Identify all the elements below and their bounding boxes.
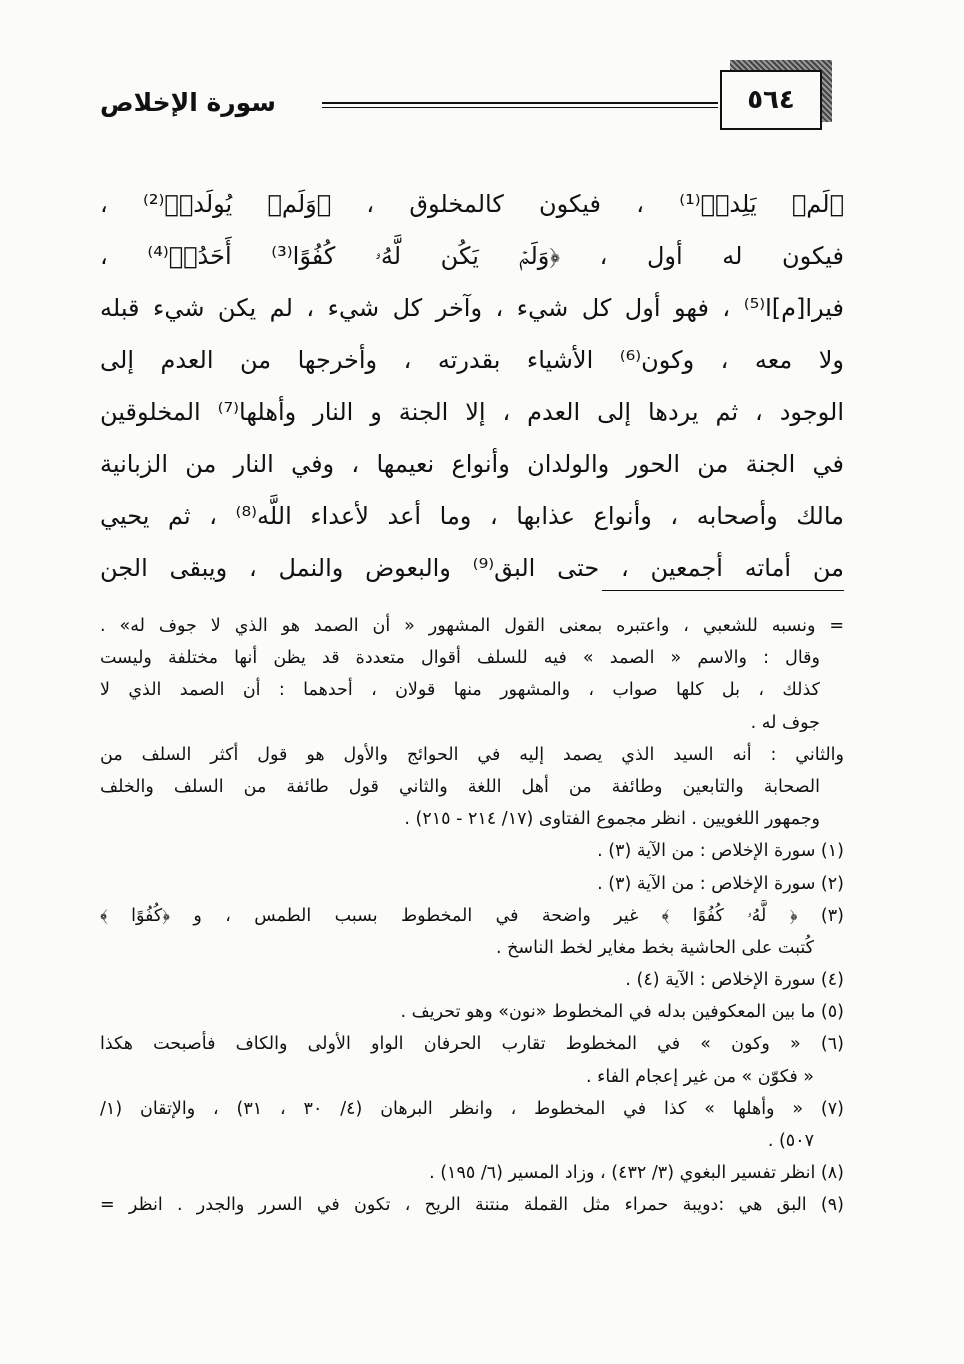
surah-title: سورة الإخلاص	[100, 88, 276, 117]
footnote-line: وجمهور اللغويين . انظر مجموع الفتاوى (١٧/ ٢١٤ - ٢١٥) .	[404, 809, 820, 830]
footnote-4: (٤) سورة الإخلاص : الآية (٤) .	[625, 970, 844, 991]
footnote-6-continued: « فكوّن » من غير إعجام الفاء .	[586, 1066, 814, 1087]
footnote-6: (٦) « وكون » في المخطوط تقارب الحرفان الواو الأولى والكاف فأصبحت هكذا	[100, 1034, 844, 1055]
page-header	[100, 60, 848, 140]
footnote-2: (٢) سورة الإخلاص : من الآية (٣) .	[597, 873, 844, 894]
main-text-line: ولا معه ، وكون⁽⁶⁾ الأشياء بقدرته ، وأخرجها من العدم إلى	[100, 346, 844, 374]
footnote-separator	[602, 590, 844, 591]
main-text-line: الوجود ، ثم يردها إلى العدم ، إلا الجنة و النار وأهلها⁽⁷⁾ المخلوقين	[100, 398, 844, 426]
main-text-line: من أماته أجمعين ، حتى البق⁽⁹⁾ والبعوض والنمل ، ويبقى الجن	[100, 554, 844, 582]
main-text-line: فيكون له أول ، ﴿وَلَمۡ يَكُن لَّهُۥ كُفُوًا⁽³⁾ أَحَدُۢ﴾⁽⁴⁾ ،	[100, 242, 844, 270]
footnote-line: والثاني : أنه السيد الذي يصمد إليه في الحوائج والأول هو قول أكثر السلف من	[100, 744, 844, 765]
main-text-line: ﴿لَمۡ يَلِدۡ﴾⁽¹⁾ ، فيكون كالمخلوق ، ﴿وَلَمۡ يُولَدۡ﴾⁽²⁾ ،	[100, 190, 844, 218]
footnote-9: (٩) البق هي :دويبة حمراء مثل القملة منتنة الريح ، تكون في السرر والجدر . انظر =	[100, 1195, 844, 1216]
page-number: ٥٦٤	[720, 70, 822, 130]
footnote-7: (٧) « وأهلها » كذا في المخطوط ، وانظر البرهان (٤/ ٣٠ ، ٣١) ، والإتقان (١/	[100, 1098, 844, 1119]
footnote-8: (٨) انظر تفسير البغوي (٣/ ٤٣٢) ، وزاد المسير (٦/ ١٩٥) .	[429, 1163, 844, 1184]
footnote-3-continued: كُتبت على الحاشية بخط مغاير لخط الناسخ .	[495, 937, 814, 958]
footnote-1: (١) سورة الإخلاص : من الآية (٣) .	[597, 841, 844, 862]
main-text-line: فيرا[م]ا⁽⁵⁾ ، فهو أول كل شيء ، وآخر كل شيء ، لم يكن شيء قبله	[100, 294, 844, 322]
main-text-line: مالك وأصحابه ، وأنواع عذابها ، وما أعد لأعداء اللَّه⁽⁸⁾ ، ثم يحيي	[100, 502, 844, 530]
footnote-line: = ونسبه للشعبي ، واعتبره بمعنى القول المشهور « أن الصمد هو الذي لا جوف له» .	[100, 616, 844, 636]
footnote-line: الصحابة والتابعين وطائفة من أهل اللغة والثاني قول طائفة من السلف والخلف	[100, 776, 820, 797]
main-text-line: في الجنة من الحور والولدان وأنواع نعيمها ، وفي النار من الزبانية	[100, 450, 844, 478]
footnote-3: (٣) ﴿ لَّهُۥ كُفُوًا ﴾ غير واضحة في المخطوط بسبب الطمس ، و ﴿كُفُوًا ﴾	[100, 905, 844, 926]
footnote-line: جوف له .	[750, 712, 820, 733]
footnotes	[100, 610, 844, 1270]
footnote-line: وقال : والاسم « الصمد » فيه للسلف أقوال متعددة قد يظن أنها مختلفة وليست	[100, 648, 820, 669]
footnote-5: (٥) ما بين المعكوفين بدله في المخطوط «نون» وهو تحريف .	[400, 1002, 844, 1023]
footnote-7-continued: ٥٠٧) .	[767, 1131, 814, 1151]
footnote-line: كذلك ، بل كلها صواب ، والمشهور منها قولان ، أحدهما : أن الصمد الذي لا	[100, 680, 820, 701]
main-text	[100, 178, 844, 598]
header-rule	[322, 102, 718, 108]
